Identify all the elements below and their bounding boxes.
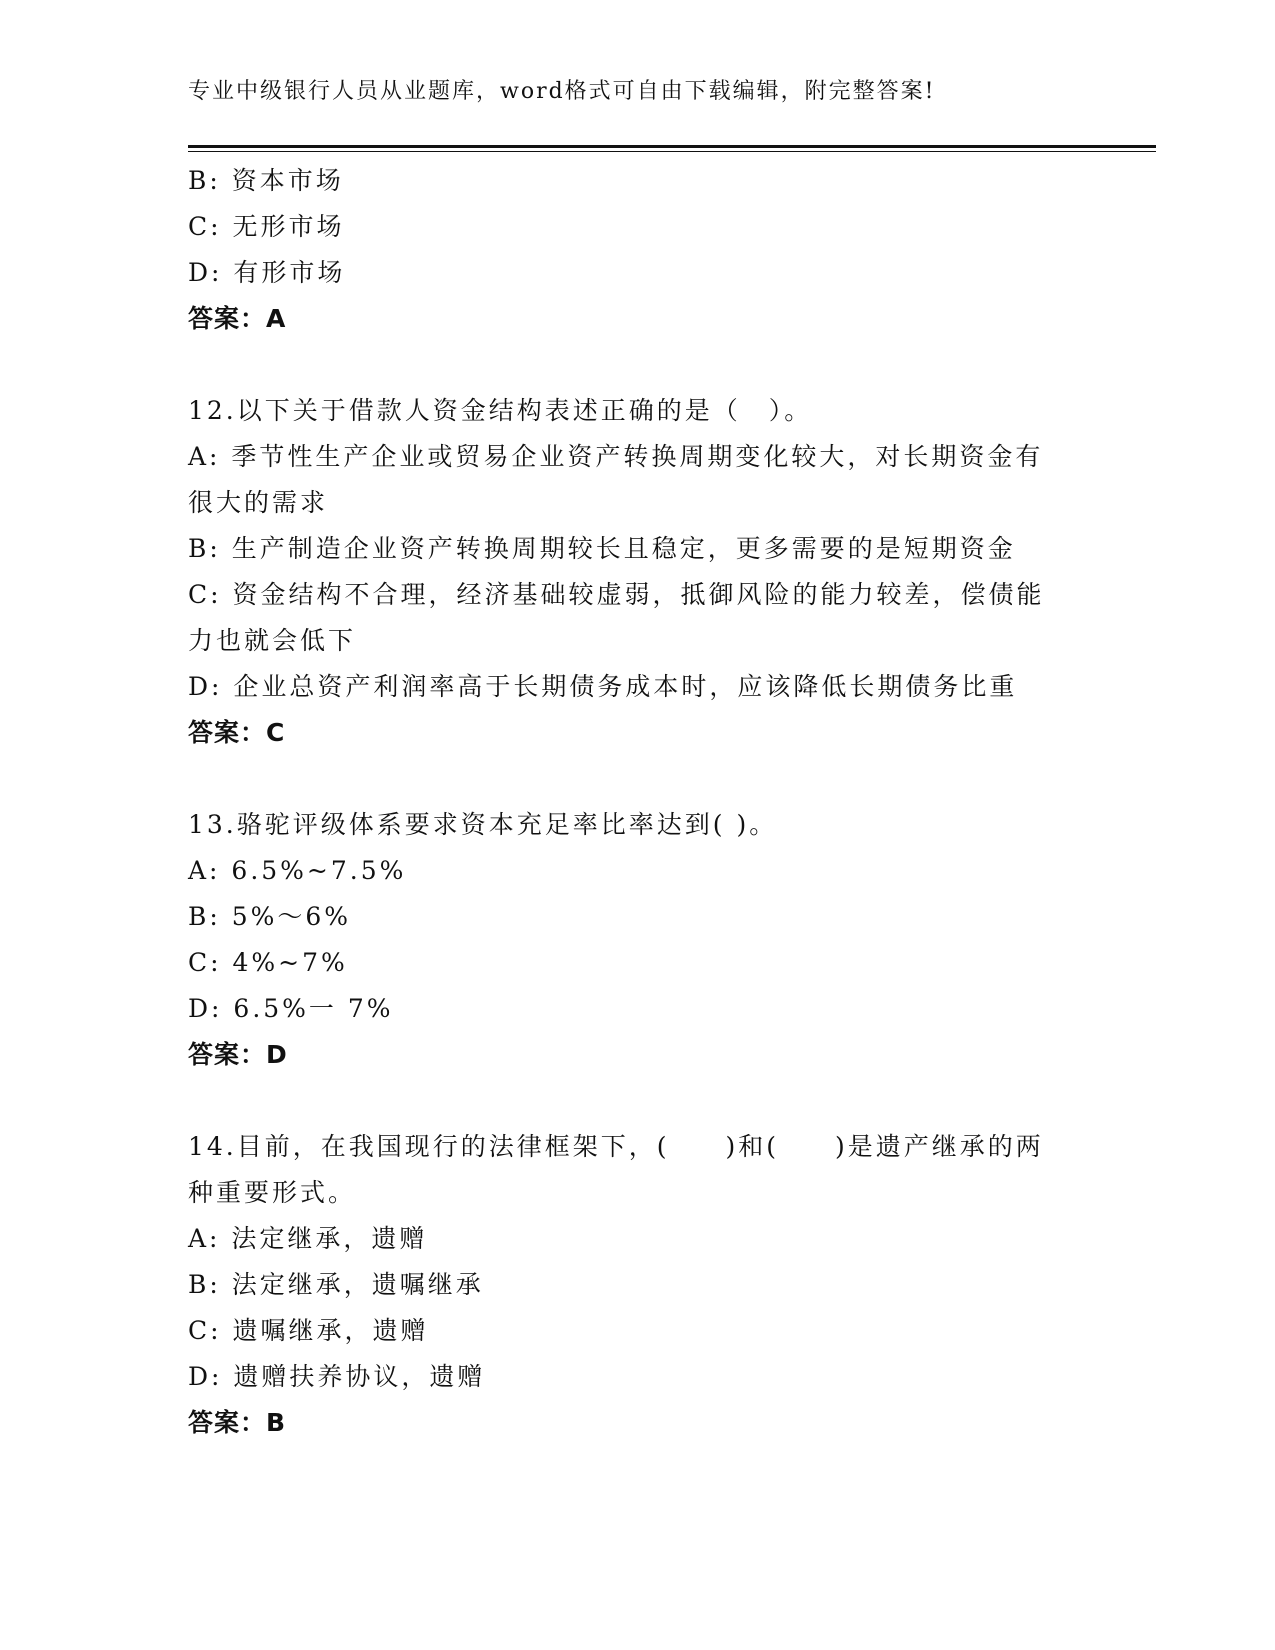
- option-b: B: 生产制造企业资产转换周期较长且稳定，更多需要的是短期资金: [188, 534, 1016, 563]
- page-header: 专业中级银行人员从业题库，word格式可自由下载编辑，附完整答案!: [188, 79, 936, 104]
- option-b: B: 资本市场: [188, 166, 344, 195]
- answer-line: 答案：B: [188, 1408, 287, 1437]
- answer-line: 答案：A: [188, 304, 287, 333]
- option-a: A: 法定继承，遗赠: [188, 1224, 428, 1253]
- option-d: D: 有形市场: [188, 258, 346, 287]
- option-c: C: 无形市场: [188, 212, 345, 241]
- question-12: [188, 388, 1068, 756]
- option-a: A: 6.5%~7.5%: [188, 856, 407, 885]
- answer-line: 答案：C: [188, 718, 286, 747]
- question-14: [188, 1124, 1068, 1446]
- previous-question-tail: [188, 158, 1068, 342]
- option-c: C: 遗嘱继承，遗赠: [188, 1316, 429, 1345]
- question-stem: 14.目前，在我国现行的法律框架下，( )和( )是遗产继承的两种重要形式。: [188, 1132, 1044, 1207]
- option-a: A: 季节性生产企业或贸易企业资产转换周期变化较大，对长期资金有很大的需求: [188, 442, 1044, 517]
- question-13: [188, 802, 1068, 1078]
- option-c: C: 资金结构不合理，经济基础较虚弱，抵御风险的能力较差，偿债能力也就会低下: [188, 580, 1045, 655]
- answer-line: 答案：D: [188, 1040, 288, 1069]
- option-b: B: 5%～6%: [188, 902, 352, 931]
- option-d: D: 遗赠扶养协议，遗赠: [188, 1362, 486, 1391]
- header-divider: [188, 145, 1156, 152]
- question-stem: 13.骆驼评级体系要求资本充足率比率达到( )。: [188, 810, 778, 839]
- option-d: D: 6.5%一 7%: [188, 994, 394, 1023]
- option-d: D: 企业总资产利润率高于长期债务成本时，应该降低长期债务比重: [188, 672, 1018, 701]
- question-stem: 12.以下关于借款人资金结构表述正确的是（ ）。: [188, 396, 813, 425]
- option-c: C: 4%~7%: [188, 948, 348, 977]
- document-body: [188, 158, 1068, 1446]
- option-b: B: 法定继承，遗嘱继承: [188, 1270, 484, 1299]
